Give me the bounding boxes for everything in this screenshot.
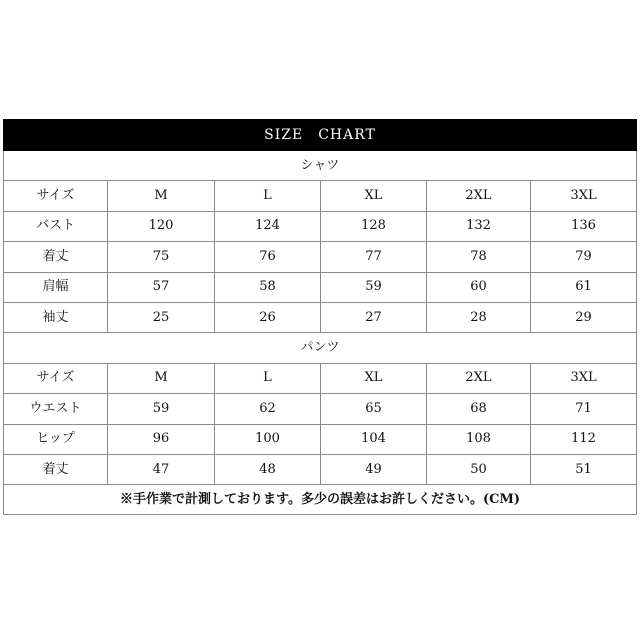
pants-measure-value: 59 <box>108 394 215 424</box>
pants-measure-value: 65 <box>321 394 427 424</box>
shirt-size-header: M <box>108 181 215 211</box>
shirt-section-row <box>4 151 637 181</box>
pants-table-row <box>4 394 637 424</box>
chart-title: SIZE CHART <box>4 120 637 151</box>
pants-header-row <box>4 363 637 393</box>
pants-measure-value: 71 <box>531 394 637 424</box>
measurement-note: ※手作業で計測しております。多少の誤差はお許しください。(CM) <box>4 485 637 515</box>
shirt-measure-value: 77 <box>321 242 427 272</box>
pants-measure-value: 68 <box>427 394 531 424</box>
pants-table-row <box>4 454 637 484</box>
shirt-measure-value: 120 <box>108 211 215 241</box>
pants-size-header: M <box>108 363 215 393</box>
pants-measure-value: 49 <box>321 454 427 484</box>
shirt-measure-value: 128 <box>321 211 427 241</box>
pants-size-header: 3XL <box>531 363 637 393</box>
pants-measure-label: ウエスト <box>4 394 108 424</box>
shirt-measure-label: 肩幅 <box>4 272 108 302</box>
shirt-measure-value: 25 <box>108 302 215 332</box>
shirt-measure-value: 28 <box>427 302 531 332</box>
pants-section-row <box>4 333 637 363</box>
shirt-measure-label: バスト <box>4 211 108 241</box>
pants-measure-value: 48 <box>215 454 321 484</box>
shirt-measure-value: 58 <box>215 272 321 302</box>
pants-measure-label: 着丈 <box>4 454 108 484</box>
pants-header-label: サイズ <box>4 363 108 393</box>
pants-measure-label: ヒップ <box>4 424 108 454</box>
shirt-size-header: 2XL <box>427 181 531 211</box>
note-row <box>4 485 637 515</box>
size-chart-body <box>4 120 637 515</box>
shirt-header-label: サイズ <box>4 181 108 211</box>
shirt-measure-label: 着丈 <box>4 242 108 272</box>
shirt-table-row <box>4 242 637 272</box>
pants-measure-value: 47 <box>108 454 215 484</box>
shirt-measure-value: 78 <box>427 242 531 272</box>
shirt-measure-value: 75 <box>108 242 215 272</box>
pants-table-row <box>4 424 637 454</box>
pants-measure-value: 100 <box>215 424 321 454</box>
shirt-measure-value: 124 <box>215 211 321 241</box>
pants-measure-value: 51 <box>531 454 637 484</box>
shirt-table-row <box>4 272 637 302</box>
shirt-measure-value: 132 <box>427 211 531 241</box>
shirt-measure-value: 76 <box>215 242 321 272</box>
shirt-table-row <box>4 211 637 241</box>
shirt-section-title: シャツ <box>4 151 637 181</box>
shirt-size-header: 3XL <box>531 181 637 211</box>
shirt-measure-value: 59 <box>321 272 427 302</box>
pants-section-title: パンツ <box>4 333 637 363</box>
shirt-size-header: L <box>215 181 321 211</box>
pants-size-header: L <box>215 363 321 393</box>
pants-measure-value: 104 <box>321 424 427 454</box>
shirt-measure-value: 29 <box>531 302 637 332</box>
size-chart-table <box>3 119 637 515</box>
shirt-measure-value: 26 <box>215 302 321 332</box>
shirt-header-row <box>4 181 637 211</box>
shirt-size-header: XL <box>321 181 427 211</box>
pants-size-header: 2XL <box>427 363 531 393</box>
shirt-measure-label: 袖丈 <box>4 302 108 332</box>
pants-measure-value: 96 <box>108 424 215 454</box>
pants-measure-value: 112 <box>531 424 637 454</box>
shirt-measure-value: 136 <box>531 211 637 241</box>
shirt-measure-value: 27 <box>321 302 427 332</box>
pants-measure-value: 62 <box>215 394 321 424</box>
shirt-measure-value: 61 <box>531 272 637 302</box>
shirt-measure-value: 79 <box>531 242 637 272</box>
shirt-measure-value: 57 <box>108 272 215 302</box>
shirt-measure-value: 60 <box>427 272 531 302</box>
title-row <box>4 120 637 151</box>
pants-measure-value: 50 <box>427 454 531 484</box>
pants-size-header: XL <box>321 363 427 393</box>
pants-measure-value: 108 <box>427 424 531 454</box>
shirt-table-row <box>4 302 637 332</box>
